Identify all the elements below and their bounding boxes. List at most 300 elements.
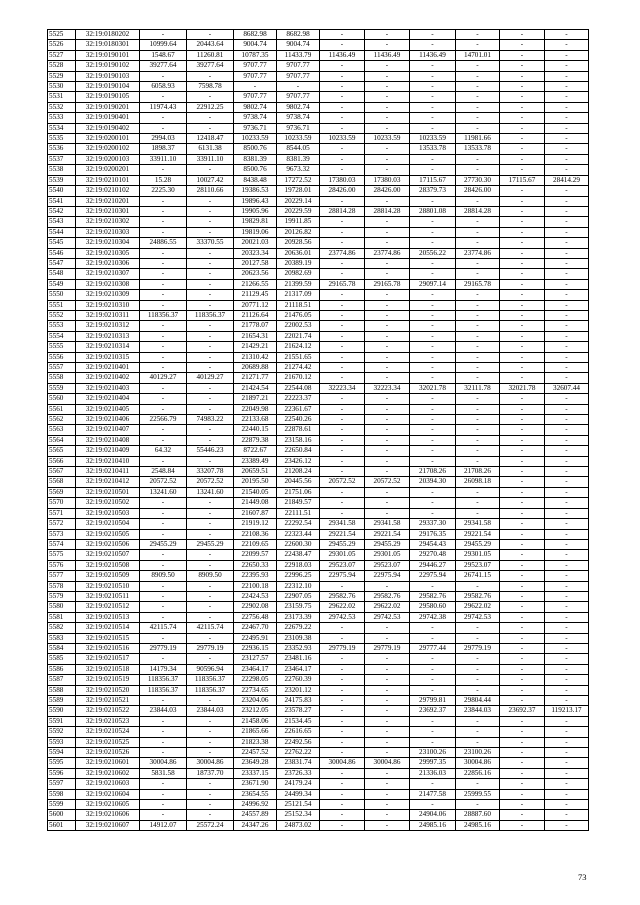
value-cell: 29165.78 xyxy=(365,279,410,289)
value-cell: - xyxy=(365,581,410,591)
value-cell: - xyxy=(410,113,456,123)
value-cell: 29779.19 xyxy=(320,643,365,653)
value-cell: - xyxy=(500,404,545,414)
value-cell: 22975.94 xyxy=(365,571,410,581)
value-cell: - xyxy=(365,425,410,435)
value-cell: - xyxy=(545,435,589,445)
table-row xyxy=(48,321,589,331)
table-row xyxy=(48,227,589,237)
value-cell: - xyxy=(140,591,187,601)
value-cell: - xyxy=(140,779,187,789)
cadastral-number-cell: 32:19:0210517 xyxy=(76,654,140,664)
row-number-cell: 5594 xyxy=(48,748,76,758)
value-cell: - xyxy=(365,165,410,175)
value-cell: 17115.67 xyxy=(410,175,456,185)
value-cell: 9673.32 xyxy=(277,165,320,175)
table-row xyxy=(48,446,589,456)
value-cell: - xyxy=(140,331,187,341)
cadastral-number-cell: 32:19:0210526 xyxy=(76,748,140,758)
value-cell: - xyxy=(500,664,545,674)
value-cell: - xyxy=(500,238,545,248)
row-number-cell: 5598 xyxy=(48,789,76,799)
value-cell: - xyxy=(365,498,410,508)
row-number-cell: 5542 xyxy=(48,206,76,216)
value-cell: - xyxy=(500,331,545,341)
value-cell: - xyxy=(545,529,589,539)
value-cell: - xyxy=(187,383,234,393)
value-cell: 29221.54 xyxy=(456,529,500,539)
row-number-cell: 5575 xyxy=(48,550,76,560)
cadastral-number-cell: 32:19:0210401 xyxy=(76,363,140,373)
value-cell: - xyxy=(456,685,500,695)
value-cell: 9707.77 xyxy=(277,61,320,71)
table-row xyxy=(48,675,589,685)
value-cell: - xyxy=(456,373,500,383)
value-cell: 10233.59 xyxy=(277,134,320,144)
value-cell: - xyxy=(187,581,234,591)
value-cell: 28814.28 xyxy=(456,206,500,216)
value-cell: - xyxy=(187,352,234,362)
table-row xyxy=(48,581,589,591)
row-number-cell: 5551 xyxy=(48,300,76,310)
value-cell: 8722.67 xyxy=(234,446,277,456)
value-cell: 29097.14 xyxy=(410,279,456,289)
value-cell: - xyxy=(500,50,545,60)
value-cell: 21708.26 xyxy=(456,467,500,477)
value-cell: - xyxy=(545,113,589,123)
row-number-cell: 5597 xyxy=(48,779,76,789)
row-number-cell: 5540 xyxy=(48,186,76,196)
value-cell: - xyxy=(365,446,410,456)
value-cell: 22440.15 xyxy=(234,425,277,435)
value-cell: - xyxy=(545,675,589,685)
value-cell: - xyxy=(187,591,234,601)
cadastral-number-cell: 32:19:0210513 xyxy=(76,612,140,622)
value-cell: - xyxy=(365,269,410,279)
row-number-cell: 5533 xyxy=(48,113,76,123)
value-cell: - xyxy=(140,321,187,331)
value-cell: - xyxy=(410,664,456,674)
value-cell: - xyxy=(365,404,410,414)
value-cell: - xyxy=(500,467,545,477)
value-cell: - xyxy=(545,425,589,435)
row-number-cell: 5532 xyxy=(48,102,76,112)
value-cell: - xyxy=(500,789,545,799)
value-cell: - xyxy=(140,581,187,591)
value-cell: 29455.29 xyxy=(320,539,365,549)
value-cell: 1898.37 xyxy=(140,144,187,154)
value-cell: 29165.78 xyxy=(320,279,365,289)
value-cell: 25121.54 xyxy=(277,800,320,810)
value-cell: - xyxy=(140,425,187,435)
value-cell: 6058.93 xyxy=(140,82,187,92)
cadastral-number-cell: 32:19:0210525 xyxy=(76,737,140,747)
value-cell: - xyxy=(456,40,500,50)
value-cell: 42115.74 xyxy=(187,623,234,633)
cadastral-number-cell: 32:19:0210313 xyxy=(76,331,140,341)
value-cell: - xyxy=(500,269,545,279)
value-cell: - xyxy=(410,456,456,466)
value-cell: 23389.49 xyxy=(234,456,277,466)
row-number-cell: 5571 xyxy=(48,508,76,518)
value-cell: - xyxy=(320,737,365,747)
value-cell: 32223.34 xyxy=(320,383,365,393)
table-row xyxy=(48,134,589,144)
value-cell: 32021.78 xyxy=(410,383,456,393)
row-number-cell: 5547 xyxy=(48,258,76,268)
value-cell: - xyxy=(187,696,234,706)
value-cell: 28887.60 xyxy=(456,810,500,820)
value-cell: - xyxy=(140,300,187,310)
row-number-cell: 5592 xyxy=(48,727,76,737)
value-cell: 22467.70 xyxy=(234,623,277,633)
value-cell: 21654.31 xyxy=(234,331,277,341)
value-cell: - xyxy=(187,279,234,289)
cadastral-number-cell: 32:19:0210503 xyxy=(76,508,140,518)
value-cell: - xyxy=(320,404,365,414)
value-cell: - xyxy=(140,269,187,279)
value-cell: 21607.87 xyxy=(234,508,277,518)
value-cell: - xyxy=(140,654,187,664)
value-cell: - xyxy=(320,498,365,508)
cadastral-value-table xyxy=(47,29,589,831)
value-cell: 23337.15 xyxy=(234,768,277,778)
cadastral-number-cell: 32:19:0190201 xyxy=(76,102,140,112)
value-cell: - xyxy=(545,134,589,144)
table-row xyxy=(48,61,589,71)
row-number-cell: 5573 xyxy=(48,529,76,539)
value-cell: - xyxy=(140,727,187,737)
table-row xyxy=(48,602,589,612)
value-cell: - xyxy=(320,258,365,268)
cadastral-number-cell: 32:19:0210607 xyxy=(76,820,140,830)
value-cell: - xyxy=(187,196,234,206)
value-cell: - xyxy=(545,779,589,789)
table-row xyxy=(48,623,589,633)
value-cell: - xyxy=(410,300,456,310)
value-cell: - xyxy=(140,810,187,820)
value-cell: 29799.81 xyxy=(410,696,456,706)
row-number-cell: 5595 xyxy=(48,758,76,768)
value-cell: 2225.30 xyxy=(140,186,187,196)
value-cell: 24985.16 xyxy=(410,820,456,830)
value-cell: - xyxy=(320,227,365,237)
table-row xyxy=(48,685,589,695)
value-cell: - xyxy=(320,331,365,341)
value-cell: 22902.08 xyxy=(234,602,277,612)
value-cell: - xyxy=(410,258,456,268)
value-cell: - xyxy=(500,487,545,497)
value-cell: 23844.03 xyxy=(187,706,234,716)
value-cell: 20127.58 xyxy=(234,258,277,268)
value-cell: - xyxy=(545,321,589,331)
table-row xyxy=(48,310,589,320)
value-cell: 21897.21 xyxy=(234,394,277,404)
value-cell: - xyxy=(140,800,187,810)
value-cell: - xyxy=(456,82,500,92)
value-cell: 19829.81 xyxy=(234,217,277,227)
value-cell: - xyxy=(500,633,545,643)
value-cell: 21624.12 xyxy=(277,342,320,352)
value-cell: - xyxy=(140,258,187,268)
value-cell: - xyxy=(410,435,456,445)
value-cell: - xyxy=(320,779,365,789)
value-cell: 24347.26 xyxy=(234,820,277,830)
value-cell: - xyxy=(500,779,545,789)
page-number: 73 xyxy=(578,872,587,882)
value-cell: 11974.43 xyxy=(140,102,187,112)
value-cell: - xyxy=(365,394,410,404)
value-cell: 10999.64 xyxy=(140,40,187,50)
table-row xyxy=(48,342,589,352)
value-cell: - xyxy=(456,456,500,466)
value-cell: - xyxy=(187,779,234,789)
value-cell: - xyxy=(545,456,589,466)
value-cell: 22734.65 xyxy=(234,685,277,695)
value-cell: - xyxy=(187,248,234,258)
value-cell: - xyxy=(545,258,589,268)
cadastral-number-cell: 32:19:0210315 xyxy=(76,352,140,362)
cadastral-number-cell: 32:19:0210312 xyxy=(76,321,140,331)
value-cell: - xyxy=(140,383,187,393)
value-cell: - xyxy=(140,404,187,414)
value-cell: - xyxy=(545,727,589,737)
table-row xyxy=(48,758,589,768)
value-cell: 23726.33 xyxy=(277,768,320,778)
table-row xyxy=(48,269,589,279)
value-cell: 22312.10 xyxy=(277,581,320,591)
row-number-cell: 5584 xyxy=(48,643,76,653)
value-cell: - xyxy=(500,519,545,529)
value-cell: - xyxy=(500,186,545,196)
table-row xyxy=(48,550,589,560)
value-cell: 9004.74 xyxy=(234,40,277,50)
value-cell: - xyxy=(320,706,365,716)
value-cell: - xyxy=(545,50,589,60)
value-cell: - xyxy=(456,61,500,71)
value-cell: 9802.74 xyxy=(234,102,277,112)
value-cell: 22540.26 xyxy=(277,415,320,425)
value-cell: 25152.34 xyxy=(277,810,320,820)
value-cell: - xyxy=(500,290,545,300)
value-cell: 29523.07 xyxy=(456,560,500,570)
cadastral-number-cell: 32:19:0210303 xyxy=(76,227,140,237)
value-cell: 20636.01 xyxy=(277,248,320,258)
value-cell: 22100.18 xyxy=(234,581,277,591)
value-cell: 9707.77 xyxy=(234,71,277,81)
value-cell: - xyxy=(500,40,545,50)
value-cell: - xyxy=(500,425,545,435)
value-cell: - xyxy=(320,373,365,383)
value-cell: - xyxy=(500,165,545,175)
value-cell: - xyxy=(140,716,187,726)
table-row xyxy=(48,643,589,653)
value-cell: - xyxy=(320,196,365,206)
value-cell: - xyxy=(500,258,545,268)
value-cell: - xyxy=(187,217,234,227)
value-cell: - xyxy=(320,581,365,591)
value-cell: - xyxy=(410,82,456,92)
value-cell: - xyxy=(456,321,500,331)
value-cell: - xyxy=(140,696,187,706)
row-number-cell: 5572 xyxy=(48,519,76,529)
table-row xyxy=(48,810,589,820)
table-row xyxy=(48,50,589,60)
value-cell: 22762.22 xyxy=(277,748,320,758)
cadastral-number-cell: 32:19:0210606 xyxy=(76,810,140,820)
table-row xyxy=(48,633,589,643)
value-cell: - xyxy=(320,352,365,362)
value-cell: - xyxy=(140,165,187,175)
value-cell: 23649.28 xyxy=(234,758,277,768)
value-cell: 21534.45 xyxy=(277,716,320,726)
value-cell: 8381.39 xyxy=(277,154,320,164)
cadastral-number-cell: 32:19:0210515 xyxy=(76,633,140,643)
value-cell: - xyxy=(456,727,500,737)
value-cell: - xyxy=(545,612,589,622)
value-cell: - xyxy=(320,654,365,664)
value-cell: 22395.93 xyxy=(234,571,277,581)
value-cell: 29165.78 xyxy=(456,279,500,289)
value-cell: 22099.57 xyxy=(234,550,277,560)
value-cell: - xyxy=(500,321,545,331)
value-cell: - xyxy=(140,92,187,102)
value-cell: 30004.86 xyxy=(365,758,410,768)
value-cell: 29582.76 xyxy=(410,591,456,601)
value-cell: 29779.19 xyxy=(456,643,500,653)
value-cell: 21274.42 xyxy=(277,363,320,373)
value-cell: 17115.67 xyxy=(500,175,545,185)
value-cell: - xyxy=(410,310,456,320)
table-row xyxy=(48,102,589,112)
row-number-cell: 5558 xyxy=(48,373,76,383)
value-cell: 29523.07 xyxy=(365,560,410,570)
table-row xyxy=(48,664,589,674)
cadastral-number-cell: 32:19:0210405 xyxy=(76,404,140,414)
value-cell: - xyxy=(545,467,589,477)
value-cell: - xyxy=(187,165,234,175)
value-cell: - xyxy=(545,539,589,549)
value-cell: 21429.21 xyxy=(234,342,277,352)
value-cell: - xyxy=(545,279,589,289)
value-cell: - xyxy=(140,435,187,445)
value-cell: - xyxy=(365,716,410,726)
cadastral-number-cell: 32:19:0210408 xyxy=(76,435,140,445)
value-cell: 28379.73 xyxy=(410,186,456,196)
value-cell: - xyxy=(320,716,365,726)
cadastral-number-cell: 32:19:0210601 xyxy=(76,758,140,768)
value-cell: 22109.65 xyxy=(234,539,277,549)
value-cell: - xyxy=(365,300,410,310)
value-cell: - xyxy=(320,123,365,133)
row-number-cell: 5580 xyxy=(48,602,76,612)
value-cell: 23692.37 xyxy=(410,706,456,716)
value-cell: - xyxy=(140,71,187,81)
value-cell: 25999.55 xyxy=(456,789,500,799)
value-cell: 20021.03 xyxy=(234,238,277,248)
value-cell: 23464.17 xyxy=(234,664,277,674)
value-cell: 26098.18 xyxy=(456,477,500,487)
value-cell: 29622.02 xyxy=(365,602,410,612)
table-row xyxy=(48,415,589,425)
value-cell: - xyxy=(187,550,234,560)
value-cell: - xyxy=(500,696,545,706)
value-cell: - xyxy=(187,789,234,799)
value-cell: 29582.76 xyxy=(456,591,500,601)
value-cell: 21208.24 xyxy=(277,467,320,477)
row-number-cell: 5566 xyxy=(48,456,76,466)
value-cell: - xyxy=(456,92,500,102)
value-cell: 22002.53 xyxy=(277,321,320,331)
value-cell: - xyxy=(320,435,365,445)
value-cell: 29779.19 xyxy=(140,643,187,653)
value-cell: 24175.83 xyxy=(277,696,320,706)
value-cell: 33207.78 xyxy=(187,467,234,477)
value-cell: 17380.03 xyxy=(365,175,410,185)
value-cell: 29341.58 xyxy=(365,519,410,529)
value-cell: 20443.64 xyxy=(187,40,234,50)
value-cell: 29446.27 xyxy=(410,560,456,570)
value-cell: 22361.67 xyxy=(277,404,320,414)
value-cell: - xyxy=(187,654,234,664)
value-cell: 22616.65 xyxy=(277,727,320,737)
row-number-cell: 5590 xyxy=(48,706,76,716)
value-cell: - xyxy=(500,716,545,726)
value-cell: 11433.79 xyxy=(277,50,320,60)
value-cell: - xyxy=(187,30,234,40)
table-row xyxy=(48,154,589,164)
value-cell: 22111.51 xyxy=(277,508,320,518)
value-cell: 7598.78 xyxy=(187,82,234,92)
value-cell: - xyxy=(500,415,545,425)
cadastral-number-cell: 32:19:0210506 xyxy=(76,539,140,549)
value-cell: - xyxy=(410,654,456,664)
value-cell: 20771.12 xyxy=(234,300,277,310)
cadastral-number-cell: 32:19:0210407 xyxy=(76,425,140,435)
value-cell: - xyxy=(500,71,545,81)
value-cell: 29804.44 xyxy=(456,696,500,706)
value-cell: - xyxy=(187,123,234,133)
value-cell: 118356.37 xyxy=(187,310,234,320)
value-cell: 29341.58 xyxy=(456,519,500,529)
value-cell: 29301.05 xyxy=(320,550,365,560)
table-row xyxy=(48,363,589,373)
value-cell: 22133.68 xyxy=(234,415,277,425)
table-row xyxy=(48,706,589,716)
value-cell: 24985.16 xyxy=(456,820,500,830)
value-cell: 21129.45 xyxy=(234,290,277,300)
value-cell: - xyxy=(545,92,589,102)
value-cell: 29779.19 xyxy=(187,643,234,653)
value-cell: 28414.29 xyxy=(545,175,589,185)
row-number-cell: 5536 xyxy=(48,144,76,154)
value-cell: 23426.12 xyxy=(277,456,320,466)
value-cell: 22298.05 xyxy=(234,675,277,685)
row-number-cell: 5569 xyxy=(48,487,76,497)
value-cell: 20659.51 xyxy=(234,467,277,477)
table-row xyxy=(48,529,589,539)
value-cell: - xyxy=(500,300,545,310)
table-row xyxy=(48,71,589,81)
cadastral-number-cell: 32:19:0190103 xyxy=(76,71,140,81)
value-cell: - xyxy=(187,269,234,279)
value-cell: 23692.37 xyxy=(500,706,545,716)
row-number-cell: 5543 xyxy=(48,217,76,227)
value-cell: - xyxy=(456,446,500,456)
value-cell: - xyxy=(365,820,410,830)
value-cell: 119213.17 xyxy=(545,706,589,716)
cadastral-number-cell: 32:19:0210302 xyxy=(76,217,140,227)
